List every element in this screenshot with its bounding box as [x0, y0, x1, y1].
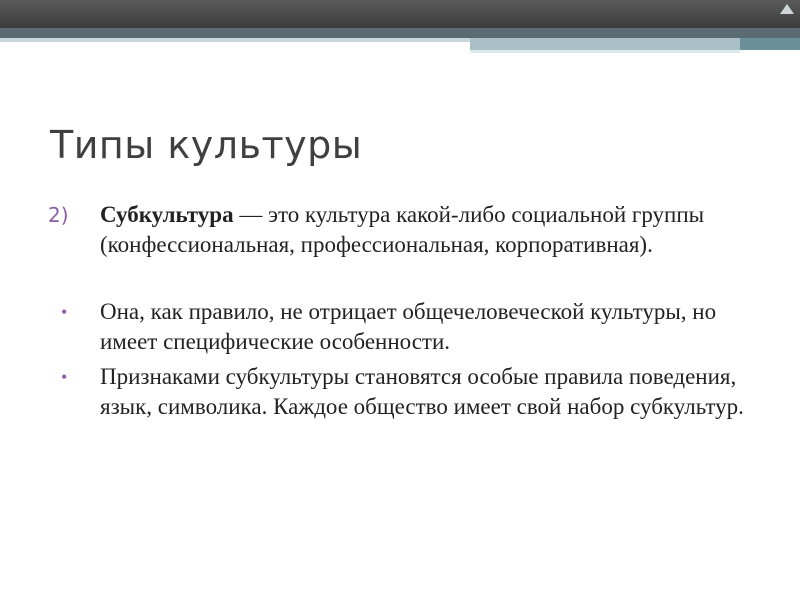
- header-accent-bar: [0, 28, 800, 38]
- bullet-item: [48, 297, 748, 357]
- bullet-icon: •: [61, 367, 68, 387]
- header-strip-segment: [0, 38, 470, 42]
- header-strip-segment: [470, 50, 740, 53]
- header-strip-segment: [470, 38, 740, 50]
- header-bar: [0, 0, 800, 28]
- numbered-item: [48, 200, 748, 260]
- definition: — это культура какой-либо социальной группы (конфессиональная, профессиональная, корпоративная).: [100, 202, 705, 257]
- list-number: 2): [48, 203, 69, 227]
- bullet-item: [48, 362, 748, 422]
- term: Субкультура: [100, 202, 234, 227]
- bullet-icon: •: [61, 302, 68, 322]
- bullet-text: Она, как правило, не отрицает общечеловеческой культуры, но имеет специфические особенности.: [100, 299, 717, 354]
- numbered-item-text: [100, 200, 748, 260]
- slide-title: Типы культуры: [50, 123, 363, 167]
- slide-body: [48, 200, 748, 427]
- header-strip-segment: [740, 38, 800, 50]
- corner-triangle-icon: [780, 4, 794, 14]
- bullet-text: Признаками субкультуры становятся особые правила поведения, язык, символика. Каждое общество имеет свой набор субкультур.: [100, 364, 744, 419]
